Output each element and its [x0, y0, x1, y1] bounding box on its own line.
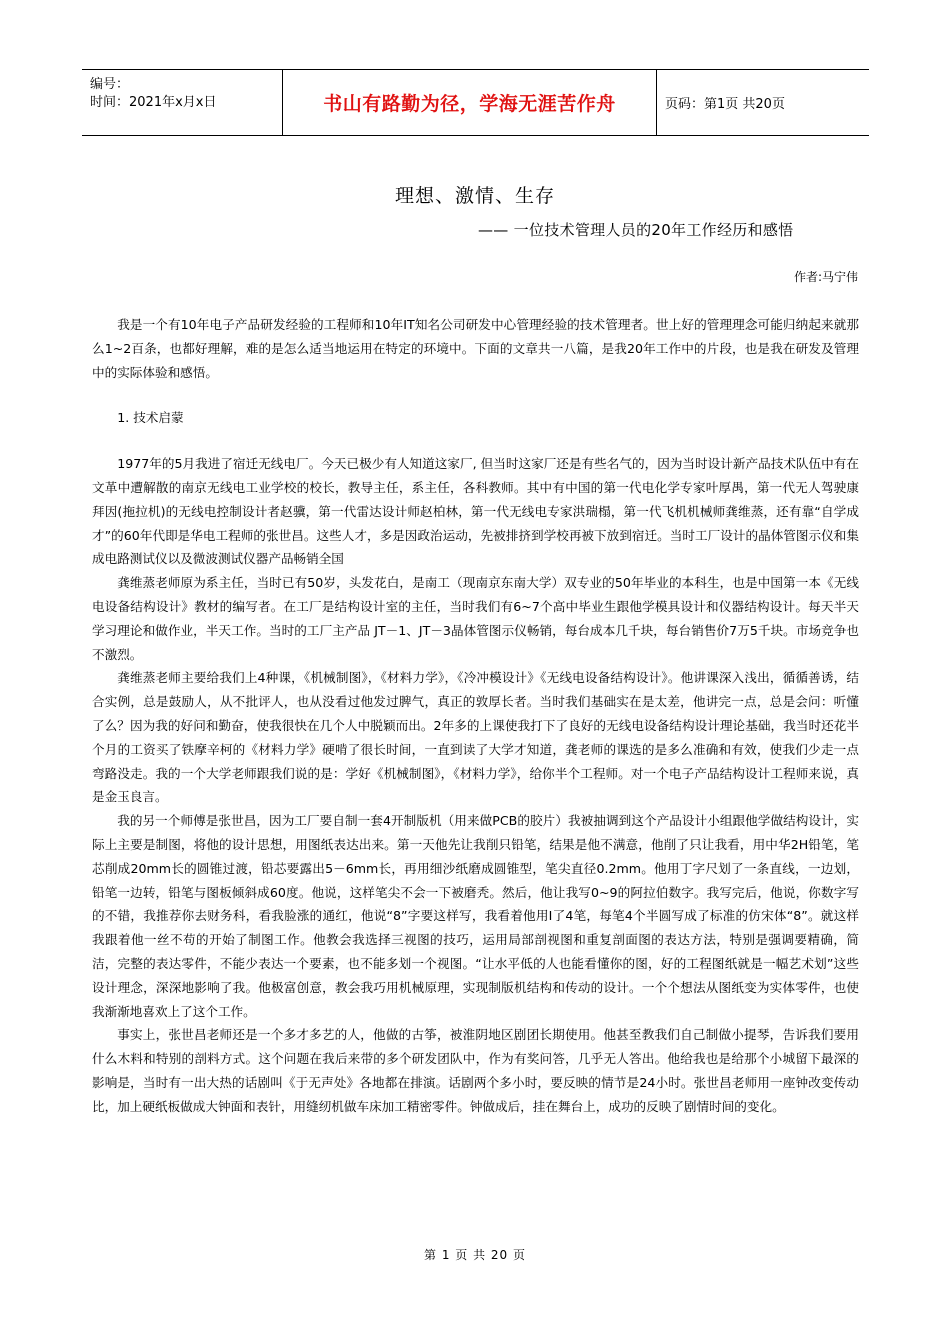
body-paragraph: 我的另一个师傅是张世昌，因为工厂要自制一套4开制版机（用来做PCB的胶片）我被抽调到这个产品设计小组跟他学做结构设计，实际上主要是制图，将他的设计思想，用图纸表达出来。第一天他先让我削只铅笔，结果是他不满意，他削了只让我看，用中华2H铅笔，笔芯削成20mm长的圆锥过渡，铅芯要露出5－6mm长，再用细沙纸磨成圆锥型，笔尖直径0.2mm。他用丁字尺划了一条直线，一边划，铅笔一边转，铅笔与图板倾斜成60度。他说，这样笔尖不会一下被磨秃。然后，他让我写0~9的阿拉伯数字。我写完后，他说，你数字写的不错，我推荐你去财务科，看我脸涨的通红，他说“8”字要这样写，我看着他用I了4笔，每笔4个半圆写成了标准的仿宋体“8”。就这样我跟着他一丝不苟的开始了制图工作。他教会我选择三视图的技巧，运用局部剖视图和重复剖面图的表达方法，特别是强调要精确，简洁，完整的表达零件，不能少表达一个要素，也不能多划一个视图。“让水平低的人也能看懂你的图，好的工程图纸就是一幅艺术划”这些设计理念，深深地影响了我。他极富创意，教会我巧用机械原理，实现制版机结构和传动的设计。一个个想法从图纸变为实体零件，也使我渐渐地喜欢上了这个工作。: [92, 813, 859, 1019]
body-paragraph: 龚维蒸老师原为系主任，当时已有50岁，头发花白，是南工（现南京东南大学）双专业的50年毕业的本科生，也是中国第一本《无线电设备结构设计》教材的编写者。在工厂是结构设计室的主任，当时我们有6~7个高中毕业生跟他学模具设计和仪器结构设计。每天半天学习理论和做作业，半天工作。当时的工厂主产品 JT－1、JT－3晶体管图示仪畅销，每台成本几千块，每台销售价7万5千块。市场竞争也不激烈。: [92, 575, 859, 662]
header-meta: [82, 70, 282, 135]
document-subtitle: —— 一位技术管理人员的20年工作经历和感悟: [478, 221, 794, 239]
document-author: 作者:马宁伟: [793, 270, 858, 284]
body-paragraph: 1977年的5月我进了宿迁无线电厂。今天已极少有人知道这家厂, 但当时这家厂还是有些名气的，因为当时设计新产品技术队伍中有在文革中遭解散的南京无线电工业学校的校长，教导主任，系主任，各科教师。其中有中国的第一代电化学专家叶厚禺，第一代无人驾驶康拜因(拖拉机)的无线电控制设计者赵骥，第一代雷达设计师赵柏林，第一代无线电专家洪瑞榻，第一代飞机机械师龚维蒸，还有靠“自学成才”的60年代即是华电工程师的张世昌。这些人才，多是因政治运动，先被排挤到学校再被下放到宿迁。当时工厂设计的晶体管图示仪和集成电路测试仪以及微波测试仪器产品畅销全国: [92, 456, 859, 567]
page-footer: 第 1 页 共 20 页: [424, 1248, 526, 1262]
header-page-info: 页码：第1页 共20页: [665, 97, 785, 112]
header-motto: 书山有路勤为径，学海无涯苦作舟: [282, 70, 657, 135]
number-label: 编号：: [90, 77, 130, 92]
time-label: 时间：2021年x月x日: [90, 95, 217, 110]
intro-paragraph: 我是一个有10年电子产品研发经验的工程师和10年IT知名公司研发中心管理经验的技术管理者。世上好的管理理念可能归纳起来就那么1~2百条，也都好理解，难的是怎么适当地运用在特定的环境中。下面的文章共一八篇，是我20年工作中的片段，也是我在研发及管理中的实际体验和感悟。: [92, 317, 859, 380]
section-heading: 1. 技术启蒙: [117, 410, 184, 426]
body-paragraph: 龚维蒸老师主要给我们上4种课，《机械制图》，《材料力学》，《冷冲模设计》《无线电设备结构设计》。他讲课深入浅出，循循善诱，结合实例，总是鼓励人，从不批评人，也从没看过他发过脾气，真正的敦厚长者。当时我们基础实在是太差，他讲完一点，总是会问：听懂了么？因为我的好问和勤奋，使我很快在几个人中脱颖而出。2年多的上课使我打下了良好的无线电设备结构设计理论基础，我当时还花半个月的工资买了铁摩辛柯的《材料力学》硬啃了很长时间，一直到读了大学才知道，龚老师的课选的是多么准确和有效，使我们少走一点弯路没走。我的一个大学老师跟我们说的是：学好《机械制图》，《材料力学》，给你半个工程师。对一个电子产品结构设计工程师来说，真是金玉良言。: [92, 670, 859, 805]
body-paragraph: 事实上，张世昌老师还是一个多才多艺的人，他做的古筝，被淮阴地区剧团长期使用。他甚至教我们自己制做小提琴，告诉我们要用什么木料和特别的剖料方式。这个问题在我后来带的多个研发团队中，作为有奖问答，几乎无人答出。他给我也是给那个小城留下最深的影响是，当时有一出大热的话剧叫《于无声处》各地都在排演。话剧两个多小时，要反映的情节是24小时。张世昌老师用一座钟改变传动比，加上硬纸板做成大钟面和表针，用缝纫机做车床加工精密零件。钟做成后，挂在舞台上，成功的反映了剧情时间的变化。: [92, 1027, 859, 1114]
document-body: [92, 313, 859, 1119]
page-header: [82, 69, 869, 136]
document-title: 理想、激情、生存: [394, 185, 555, 207]
